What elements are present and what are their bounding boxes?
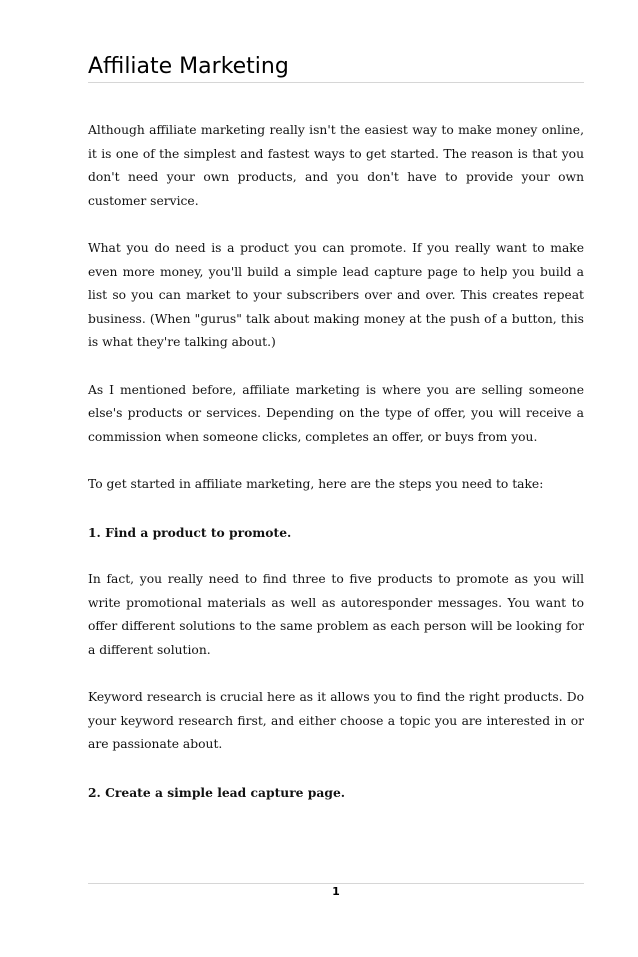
step-1-paragraph-products: In fact, you really need to find three to five products to promote as you will write promotional materials as well as autoresponder messages. You want to offer different solutions to the same problem as each person will be looking for a different solution. [88,572,584,657]
document-page [88,0,584,957]
paragraph-what-you-need: What you do need is a product you can promote. If you really want to make even more money, you'll build a simple lead capture page to help you build a list so you can market to your subscribers over and over. This creates repeat business. (When "gurus" talk about making money at the push of a button, this is what they're talking about.) [88,241,584,349]
document-body [88,119,584,828]
step-2-heading: 2. Create a simple lead capture page. [88,784,346,800]
step-1-paragraph-keywords: Keyword research is crucial here as it allows you to find the right products. Do your keyword research first, and either choose a topic you are interested in or are passionate about. [88,690,584,751]
paragraph-definition: As I mentioned before, affiliate marketing is where you are selling someone else's products or services. Depending on the type of offer, you will receive a commission when someone clicks, completes an offer, or buys from you. [88,382,584,444]
step-1-heading: 1. Find a product to promote. [88,524,292,540]
paragraph-intro: Although affiliate marketing really isn't the easiest way to make money online, it is one of the simplest and fastest ways to get started. The reason is that you don't need your own products, and you don't have to provide your own customer service. [88,123,584,208]
title-divider [88,82,584,83]
page-title: Affiliate Marketing [88,54,289,79]
page-number: 1 [332,885,340,898]
paragraph-steps-intro: To get started in affiliate marketing, here are the steps you need to take: [88,477,544,491]
